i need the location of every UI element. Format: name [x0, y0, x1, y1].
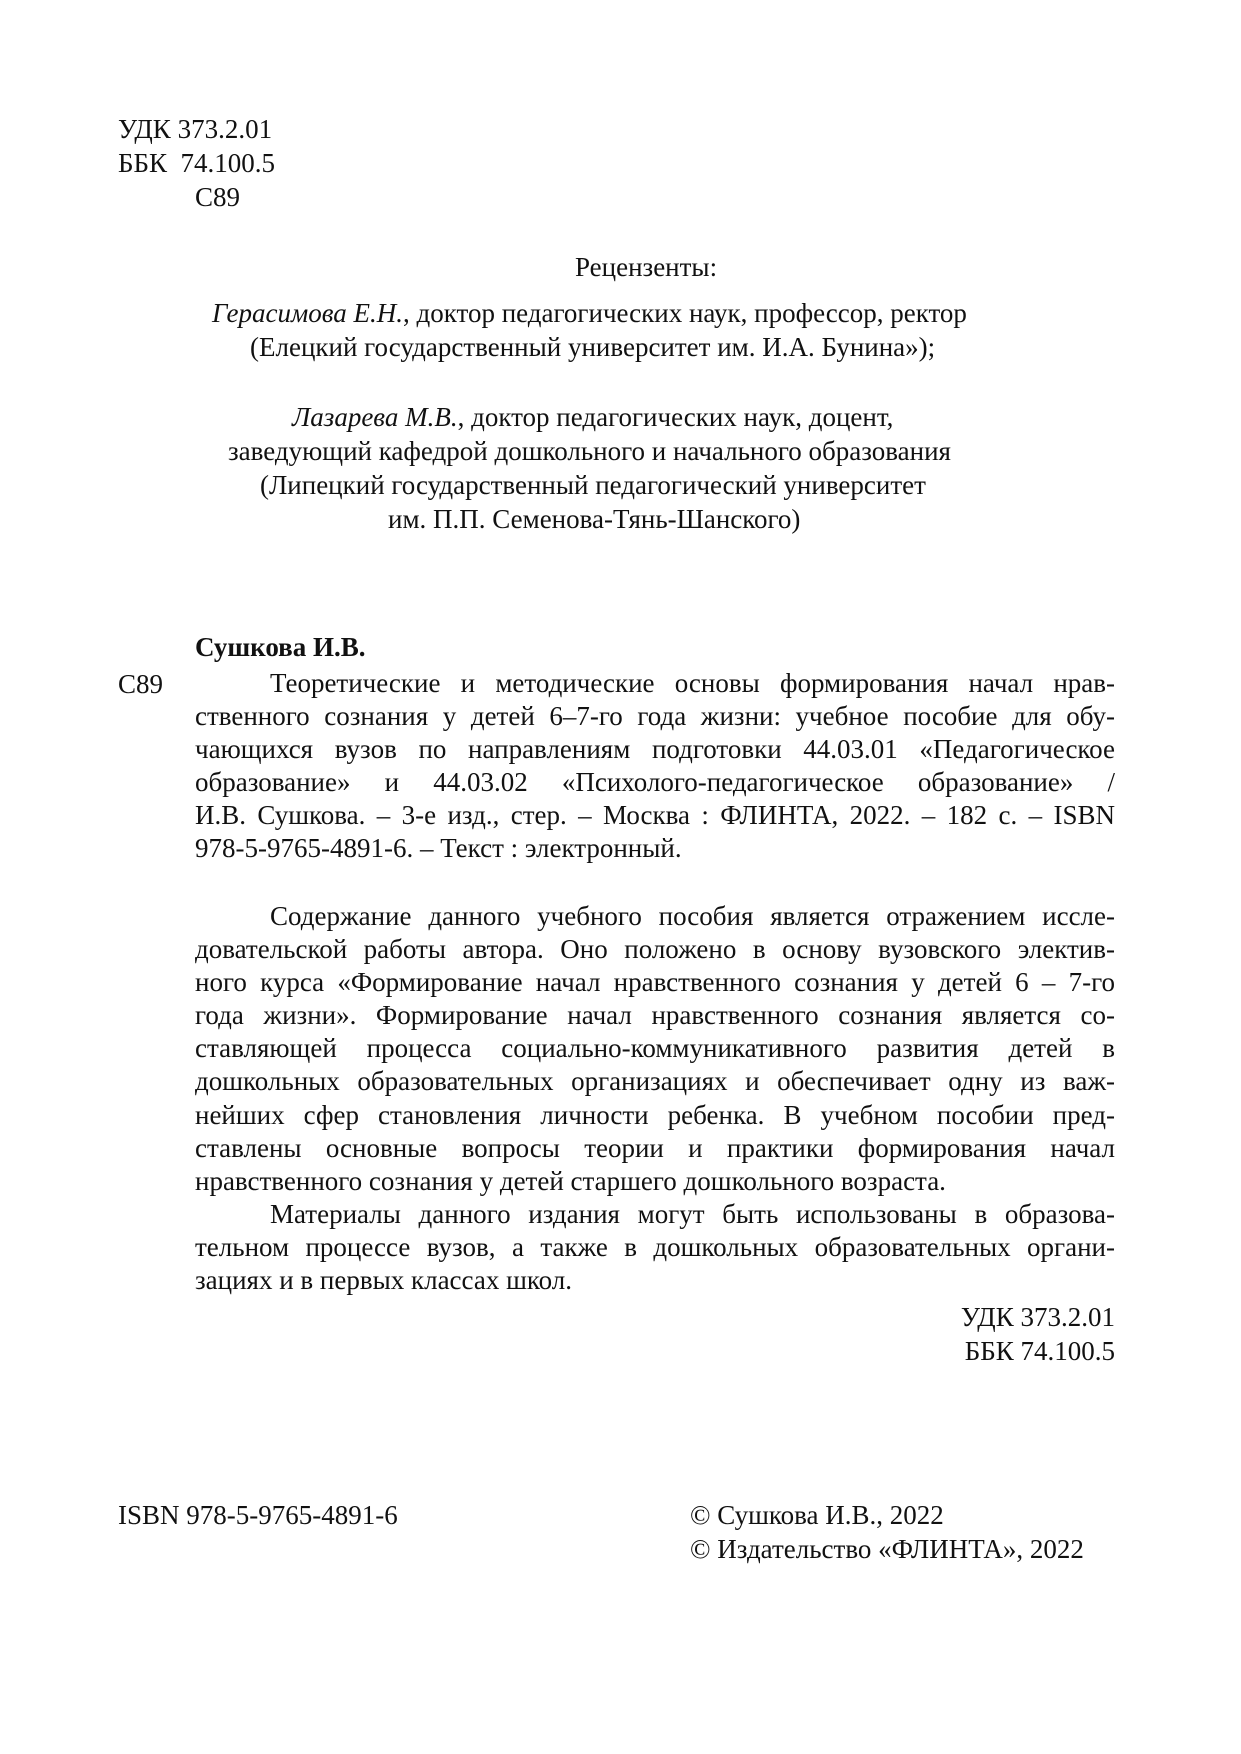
abstract-line: года жизни». Формирование начал нравственного сознания является со- [195, 1000, 1115, 1031]
reviewer-2-name: Лазарева М.В. [292, 402, 458, 432]
reviewer-1-name: Герасимова Е.Н. [212, 298, 404, 328]
reviewer-2-line-4: им. П.П. Семенова-Тянь-Шанского) [388, 504, 801, 534]
abstract-line: нейших сфер становления личности ребенка. В учебном пособии пред- [195, 1099, 1115, 1130]
abstract-bbk: ББК 74.100.5 [964, 1336, 1115, 1366]
author-mark: С89 [195, 182, 241, 212]
reviewer-1-line-1 [212, 296, 967, 330]
abstract-udk: УДК 373.2.01 [960, 1302, 1115, 1332]
reviewer-2-title: , доктор педагогических наук, доцент, [457, 402, 894, 432]
reviewer-2-line-3: (Липецкий государственный педагогический университет [260, 470, 926, 500]
bibliography-mark: С89 [118, 669, 164, 699]
reviewer-2-line-1 [292, 400, 893, 434]
abstract-line: довательской работы автора. Оно положено в основу вузовского электив- [195, 934, 1115, 965]
bbk-code: ББК 74.100.5 [118, 148, 276, 178]
bibliography-line: чающихся вузов по направлениям подготовки 44.03.01 «Педагогическое [195, 734, 1115, 765]
abstract-line: ного курса «Формирование начал нравственного сознания у детей 6 – 7-го [195, 967, 1115, 998]
abstract-paragraph-1 [195, 900, 1115, 1198]
bibliography-line: 978-5-9765-4891-6. – Текст : электронный. [195, 833, 682, 864]
abstract-line: нравственного сознания у детей старшего дошкольного возраста. [195, 1165, 946, 1196]
abstract-line: тельном процессе вузов, а также в дошкольных образовательных органи- [195, 1232, 1115, 1263]
footer-copyright-publisher: © Издательство «ФЛИНТА», 2022 [690, 1534, 1084, 1564]
bibliography-line: Теоретические и методические основы формирования начал нрав- [270, 668, 1115, 698]
footer-copyright-author: © Сушкова И.В., 2022 [690, 1500, 944, 1530]
bibliography-line: ственного сознания у детей 6–7-го года жизни: учебное пособие для обу- [195, 701, 1115, 732]
abstract-line: Материалы данного издания могут быть использованы в образова- [270, 1199, 1115, 1229]
abstract-line: ставляющей процесса социально-коммуникативного развития детей в [195, 1033, 1115, 1064]
udk-code: УДК 373.2.01 [118, 114, 273, 144]
reviewer-2-line-2: заведующий кафедрой дошкольного и начального образования [228, 436, 951, 466]
abstract-line: ставлены основные вопросы теории и практики формирования начал [195, 1132, 1115, 1163]
bibliography-line: образование» и 44.03.02 «Психолого-педагогическое образование» / [195, 767, 1115, 798]
bibliography-author: Сушкова И.В. [195, 632, 366, 662]
abstract-line: зациях и в первых классах школ. [195, 1265, 572, 1296]
reviewer-1-line-2: (Елецкий государственный университет им. И.А. Бунина»); [250, 332, 936, 362]
bibliography-text [195, 667, 1115, 866]
footer-isbn: ISBN 978-5-9765-4891-6 [118, 1500, 398, 1530]
reviewer-1-title: , доктор педагогических наук, профессор, ректор [403, 298, 967, 328]
abstract-line: Содержание данного учебного пособия является отражением иссле- [270, 901, 1115, 931]
abstract-paragraph-2 [195, 1198, 1115, 1297]
bibliography-line: И.В. Сушкова. – 3-е изд., стер. – Москва : ФЛИНТА, 2022. – 182 с. – ISBN [195, 800, 1115, 831]
abstract-line: дошкольных образовательных организациях и обеспечивает одну из важ- [195, 1066, 1115, 1097]
reviewers-heading: Рецензенты: [575, 252, 718, 282]
